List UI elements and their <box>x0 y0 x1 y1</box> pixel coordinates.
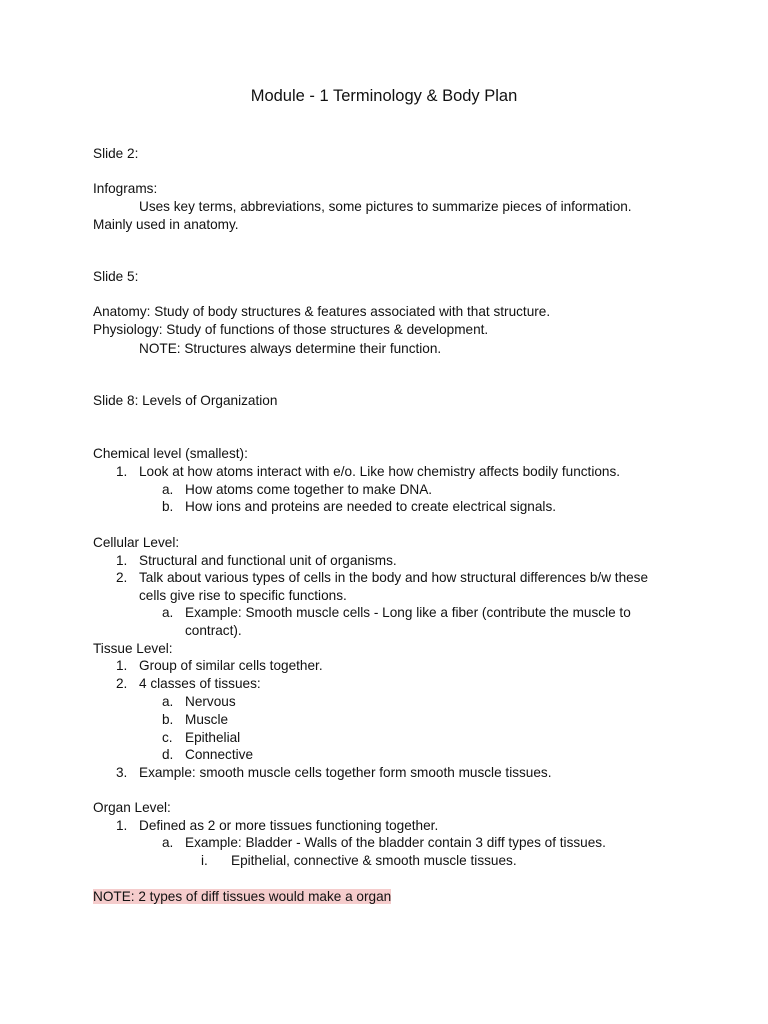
list-letter: a. <box>162 694 174 709</box>
list-item: Structural and functional unit of organisms. <box>139 553 397 568</box>
list-number: 2. <box>116 570 128 585</box>
list-letter: a. <box>162 605 174 620</box>
list-number: 2. <box>116 676 128 691</box>
list-item: Epithelial <box>185 730 241 745</box>
organ-level-heading: Organ Level: <box>93 800 171 815</box>
anatomy-definition: Anatomy: Study of body structures & features associated with that structure. <box>93 304 551 319</box>
list-letter: a. <box>162 835 174 850</box>
organ-note <box>93 888 391 906</box>
list-letter: d. <box>162 747 174 762</box>
list-item: Example: Bladder - Walls of the bladder contain 3 diff types of tissues. <box>185 835 606 850</box>
list-number: 3. <box>116 765 128 780</box>
cellular-level-heading: Cellular Level: <box>93 535 180 550</box>
list-item: Talk about various types of cells in the body and how structural differences b/w these <box>139 570 649 585</box>
list-item: Example: Smooth muscle cells - Long like a fiber (contribute the muscle to <box>185 605 631 620</box>
list-number: 1. <box>116 658 128 673</box>
list-item: Muscle <box>185 712 229 727</box>
chemical-level-heading: Chemical level (smallest): <box>93 446 248 461</box>
list-item: Group of similar cells together. <box>139 658 323 673</box>
slide2-heading: Slide 2: <box>93 146 139 161</box>
list-letter: b. <box>162 712 174 727</box>
list-item: 4 classes of tissues: <box>139 676 261 691</box>
list-number: 1. <box>116 464 128 479</box>
structure-note: NOTE: Structures always determine their function. <box>139 341 442 356</box>
list-item-cont: contract). <box>185 623 242 638</box>
list-item: Example: smooth muscle cells together form smooth muscle tissues. <box>139 765 552 780</box>
infograms-label: Infograms: <box>93 181 158 196</box>
list-item: How ions and proteins are needed to create electrical signals. <box>185 499 557 514</box>
list-item: Connective <box>185 747 254 762</box>
slide5-heading: Slide 5: <box>93 269 139 284</box>
list-number: 1. <box>116 553 128 568</box>
list-item: Epithelial, connective & smooth muscle tissues. <box>231 853 517 868</box>
list-item: Nervous <box>185 694 236 709</box>
infograms-text: Uses key terms, abbreviations, some pictures to summarize pieces of information. <box>139 199 632 214</box>
physiology-definition: Physiology: Study of functions of those structures & development. <box>93 322 489 337</box>
list-item: Defined as 2 or more tissues functioning together. <box>139 818 439 833</box>
list-item: Look at how atoms interact with e/o. Like how chemistry affects bodily functions. <box>139 464 621 479</box>
list-roman: i. <box>201 853 208 868</box>
list-letter: c. <box>162 730 173 745</box>
highlighted-note-text: NOTE: 2 types of diff tissues would make a organ <box>93 889 392 904</box>
list-item: How atoms come together to make DNA. <box>185 482 433 497</box>
infograms-text-cont: Mainly used in anatomy. <box>93 217 239 232</box>
list-letter: a. <box>162 482 174 497</box>
document-title: Module - 1 Terminology & Body Plan <box>250 87 518 105</box>
tissue-level-heading: Tissue Level: <box>93 641 173 656</box>
list-item-cont: cells give rise to specific functions. <box>139 588 347 603</box>
list-number: 1. <box>116 818 128 833</box>
list-letter: b. <box>162 499 174 514</box>
slide8-heading: Slide 8: Levels of Organization <box>93 393 278 408</box>
